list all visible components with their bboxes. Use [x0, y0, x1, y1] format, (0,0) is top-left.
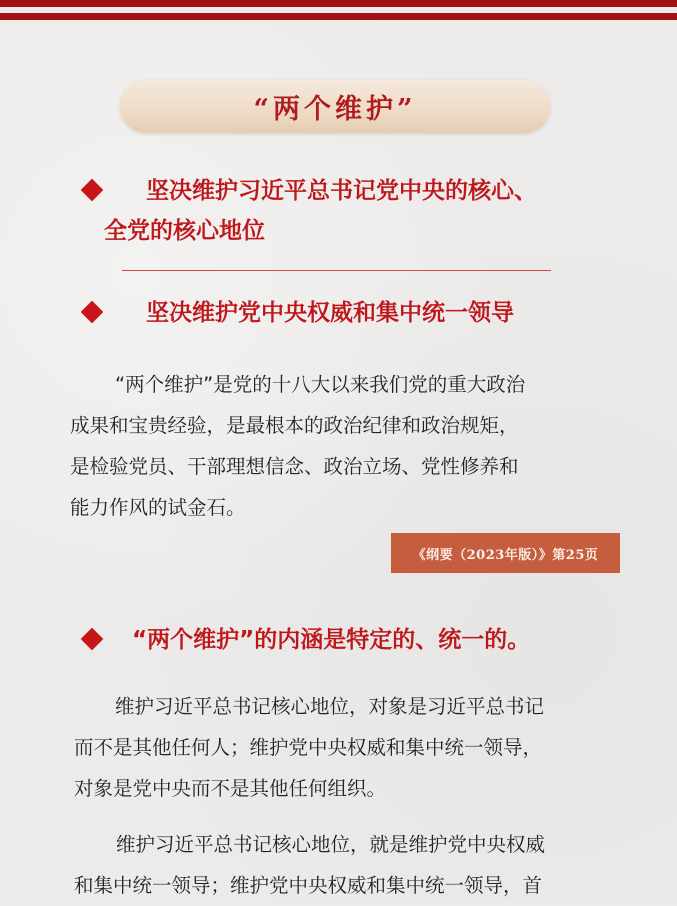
title-pill — [120, 80, 550, 133]
top-decorative-bands — [0, 0, 677, 22]
heading-1-line-1: 坚决维护习近平总书记党中央的核心、 — [146, 178, 537, 204]
heading-2-text: 坚决维护党中央权威和集中统一领导 — [146, 300, 514, 326]
heading-1-line-2: 全党的核心地位 — [104, 218, 265, 244]
paragraph-line: 维护习近平总书记核心地位，就是维护党中央权威 — [116, 833, 546, 856]
paragraph-line: 能力作风的试金石。 — [70, 496, 246, 519]
divider-line — [122, 270, 551, 271]
diamond-bullet-icon — [81, 179, 104, 202]
paragraph-line: 对象是党中央而不是其他任何组织。 — [74, 777, 387, 800]
paragraph-line: 成果和宝贵经验，是最根本的政治纪律和政治规矩， — [70, 414, 519, 437]
paragraph-line: 是检验党员、干部理想信念、政治立场、党性修养和 — [70, 455, 519, 478]
paragraph-line: “两个维护”是党的十八大以来我们党的重大政治 — [115, 373, 526, 396]
paragraph-line: 而不是其他任何人；维护党中央权威和集中统一领导， — [74, 736, 543, 759]
paragraph-line: 维护习近平总书记核心地位，对象是习近平总书记 — [115, 695, 545, 718]
section-title: “两个维护” — [253, 94, 417, 125]
paragraph-line: 和集中统一领导；维护党中央权威和集中统一领导，首 — [74, 874, 543, 897]
diamond-bullet-icon — [81, 301, 104, 324]
top-band — [0, 0, 677, 7]
heading-3-text: “两个维护”的内涵是特定的、统一的。 — [132, 627, 531, 653]
top-band — [0, 13, 677, 20]
source-citation-tag: 《纲要（2023年版）》第25页 — [391, 533, 620, 573]
diamond-bullet-icon — [81, 628, 104, 651]
